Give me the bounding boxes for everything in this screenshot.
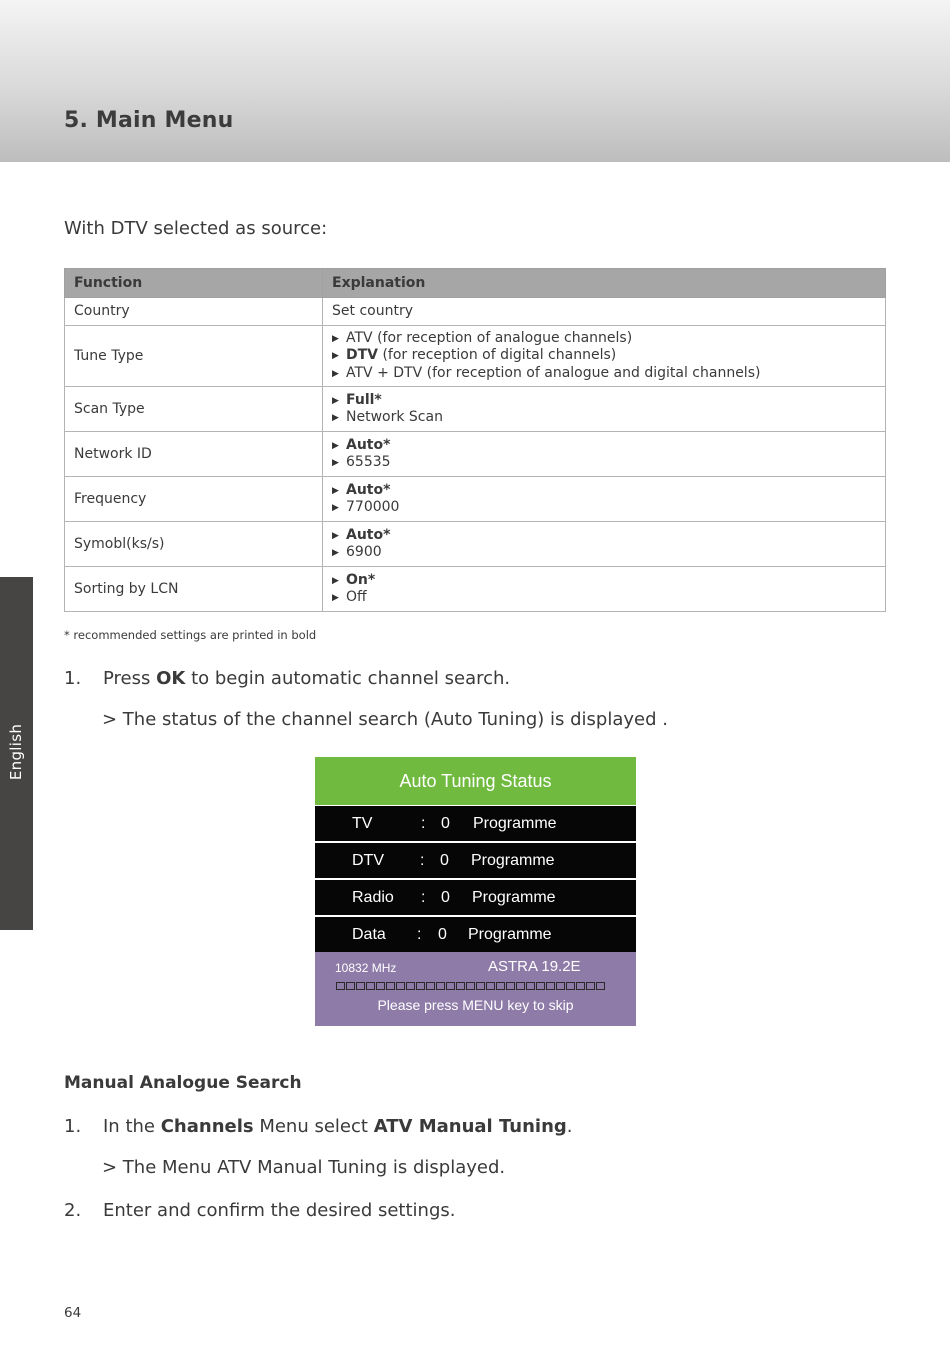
option-item: [332, 437, 876, 455]
table-header-row: [65, 269, 886, 298]
explanation-cell: Set country: [323, 298, 886, 326]
progress-segment: [416, 982, 425, 990]
option-item: [332, 365, 876, 383]
column-header-explanation: Explanation: [323, 269, 886, 298]
explanation-cell: [323, 567, 886, 612]
progress-segment: [376, 982, 385, 990]
language-side-tab-label: English: [7, 723, 25, 781]
option-text: Network Scan: [346, 409, 443, 425]
progress-segment: [456, 982, 465, 990]
table-row: [65, 326, 886, 387]
progress-segment: [576, 982, 585, 990]
step-text-part: In the: [103, 1116, 161, 1137]
column-header-function: Function: [65, 269, 323, 298]
option-item: [332, 527, 876, 545]
step-text-part: Menu select: [253, 1116, 374, 1137]
step-text: [103, 1116, 573, 1137]
progress-segment: [346, 982, 355, 990]
progress-segment: [536, 982, 545, 990]
osd-row-count: 0: [438, 926, 447, 943]
progress-segment: [486, 982, 495, 990]
progress-segment: [366, 982, 375, 990]
option-bold: Auto*: [346, 436, 391, 453]
arrow-right-icon: ▶: [332, 593, 339, 603]
step-1-result: > The status of the channel search (Auto Tuning) is displayed .: [102, 709, 668, 730]
arrow-right-icon: ▶: [332, 440, 339, 451]
function-cell: Network ID: [65, 432, 323, 477]
arrow-right-icon: ▶: [332, 575, 339, 586]
progress-segment: [566, 982, 575, 990]
osd-row-unit: Programme: [473, 815, 557, 832]
progress-segment: [586, 982, 595, 990]
table-row: [65, 477, 886, 522]
settings-table: [64, 268, 886, 612]
progress-segment: [396, 982, 405, 990]
osd-status-row: [315, 806, 636, 841]
osd-scan-footer: [315, 952, 636, 1026]
option-text: 770000: [346, 499, 400, 515]
osd-row-colon: :: [417, 926, 422, 943]
osd-title: Auto Tuning Status: [315, 757, 636, 805]
arrow-right-icon: ▶: [332, 351, 339, 362]
option-item: [332, 544, 876, 562]
osd-row-label: DTV: [352, 852, 384, 869]
arrow-right-icon: ▶: [332, 413, 339, 423]
osd-row-count: 0: [441, 815, 450, 832]
progress-segment: [436, 982, 445, 990]
option-bold: On*: [346, 571, 376, 588]
progress-segment: [516, 982, 525, 990]
arrow-right-icon: ▶: [332, 485, 339, 496]
arrow-right-icon: ▶: [332, 395, 339, 406]
step-number: 2.: [64, 1200, 82, 1221]
explanation-cell: [323, 522, 886, 567]
osd-row-label: TV: [352, 815, 373, 832]
function-cell: Country: [65, 298, 323, 326]
step-text: [103, 668, 510, 689]
option-text: (for reception of digital channels): [378, 347, 617, 364]
option-item: [332, 572, 876, 590]
explanation-cell: [323, 326, 886, 387]
arrow-right-icon: ▶: [332, 458, 339, 468]
progress-segment: [356, 982, 365, 990]
explanation-cell: [323, 432, 886, 477]
progress-segment: [526, 982, 535, 990]
function-cell: Frequency: [65, 477, 323, 522]
option-bold: Auto*: [346, 481, 391, 498]
step-text: Enter and confirm the desired settings.: [103, 1200, 456, 1221]
auto-tuning-status-screen: [315, 757, 636, 1026]
explanation-cell: [323, 477, 886, 522]
intro-text: With DTV selected as source:: [64, 218, 328, 239]
section-heading: Manual Analogue Search: [64, 1073, 302, 1093]
option-text: Off: [346, 589, 367, 605]
osd-skip-hint: Please press MENU key to skip: [377, 997, 574, 1013]
option-item: [332, 482, 876, 500]
progress-segment: [446, 982, 455, 990]
osd-frequency: 10832 MHz: [335, 961, 397, 975]
option-bold: DTV: [346, 347, 379, 364]
function-cell: Sorting by LCN: [65, 567, 323, 612]
osd-row-unit: Programme: [468, 926, 552, 943]
progress-segment: [476, 982, 485, 990]
osd-status-row: [315, 843, 636, 878]
explanation-cell: [323, 387, 886, 432]
function-cell: Symobl(ks/s): [65, 522, 323, 567]
option-text: ATV (for reception of analogue channels): [346, 329, 633, 346]
osd-row-label: Data: [352, 926, 386, 943]
function-cell: Tune Type: [65, 326, 323, 387]
arrow-right-icon: ▶: [332, 530, 339, 541]
arrow-right-icon: ▶: [332, 548, 339, 558]
option-bold: Full*: [346, 391, 382, 408]
manual-step-1-result: > The Menu ATV Manual Tuning is displayed.: [102, 1157, 506, 1178]
progress-segment: [496, 982, 505, 990]
step-number: 1.: [64, 1116, 82, 1137]
progress-segment: [336, 982, 345, 990]
osd-row-colon: :: [421, 815, 426, 832]
osd-row-colon: :: [421, 889, 426, 906]
progress-segment: [556, 982, 565, 990]
option-item: [332, 409, 876, 427]
option-item: [332, 392, 876, 410]
step-text-bold: Channels: [160, 1116, 254, 1137]
option-item: [332, 499, 876, 517]
osd-row-unit: Programme: [471, 852, 555, 869]
option-bold: Auto*: [346, 526, 391, 543]
option-text: ATV + DTV (for reception of analogue and digital channels): [346, 364, 761, 381]
osd-status-row: [315, 917, 636, 952]
option-item: [332, 454, 876, 472]
table-row: [65, 298, 886, 326]
option-item: [332, 589, 876, 607]
osd-status-row: [315, 880, 636, 915]
osd-row-count: 0: [440, 852, 449, 869]
option-text: 65535: [346, 454, 391, 470]
step-text-part: to begin automatic channel search.: [185, 668, 511, 689]
osd-row-label: Radio: [352, 889, 394, 906]
page-number: 64: [64, 1305, 82, 1321]
osd-row-count: 0: [441, 889, 450, 906]
arrow-right-icon: ▶: [332, 368, 339, 379]
progress-segment: [426, 982, 435, 990]
step-text-part: .: [566, 1116, 573, 1137]
option-text: 6900: [346, 544, 382, 560]
step-text-part: Press: [103, 668, 157, 689]
table-row: [65, 432, 886, 477]
table-row: [65, 387, 886, 432]
progress-segment: [596, 982, 605, 990]
step-text-bold: ATV Manual Tuning: [373, 1116, 567, 1137]
page-title: 5. Main Menu: [64, 108, 234, 133]
step-number: 1.: [64, 668, 82, 689]
table-row: [65, 522, 886, 567]
table-row: [65, 567, 886, 612]
arrow-right-icon: ▶: [332, 333, 339, 344]
progress-segment: [466, 982, 475, 990]
osd-satellite: ASTRA 19.2E: [488, 958, 581, 975]
option-item: [332, 347, 876, 365]
progress-segment: [386, 982, 395, 990]
header-band: [0, 0, 950, 162]
footnote: * recommended settings are printed in bold: [64, 628, 317, 642]
osd-row-colon: :: [420, 852, 425, 869]
step-text-bold: OK: [156, 668, 186, 689]
option-item: [332, 330, 876, 348]
progress-segment: [506, 982, 515, 990]
progress-segment: [546, 982, 555, 990]
osd-row-unit: Programme: [472, 889, 556, 906]
progress-segment: [406, 982, 415, 990]
arrow-right-icon: ▶: [332, 503, 339, 513]
function-cell: Scan Type: [65, 387, 323, 432]
osd-progress-bar: [336, 982, 605, 990]
